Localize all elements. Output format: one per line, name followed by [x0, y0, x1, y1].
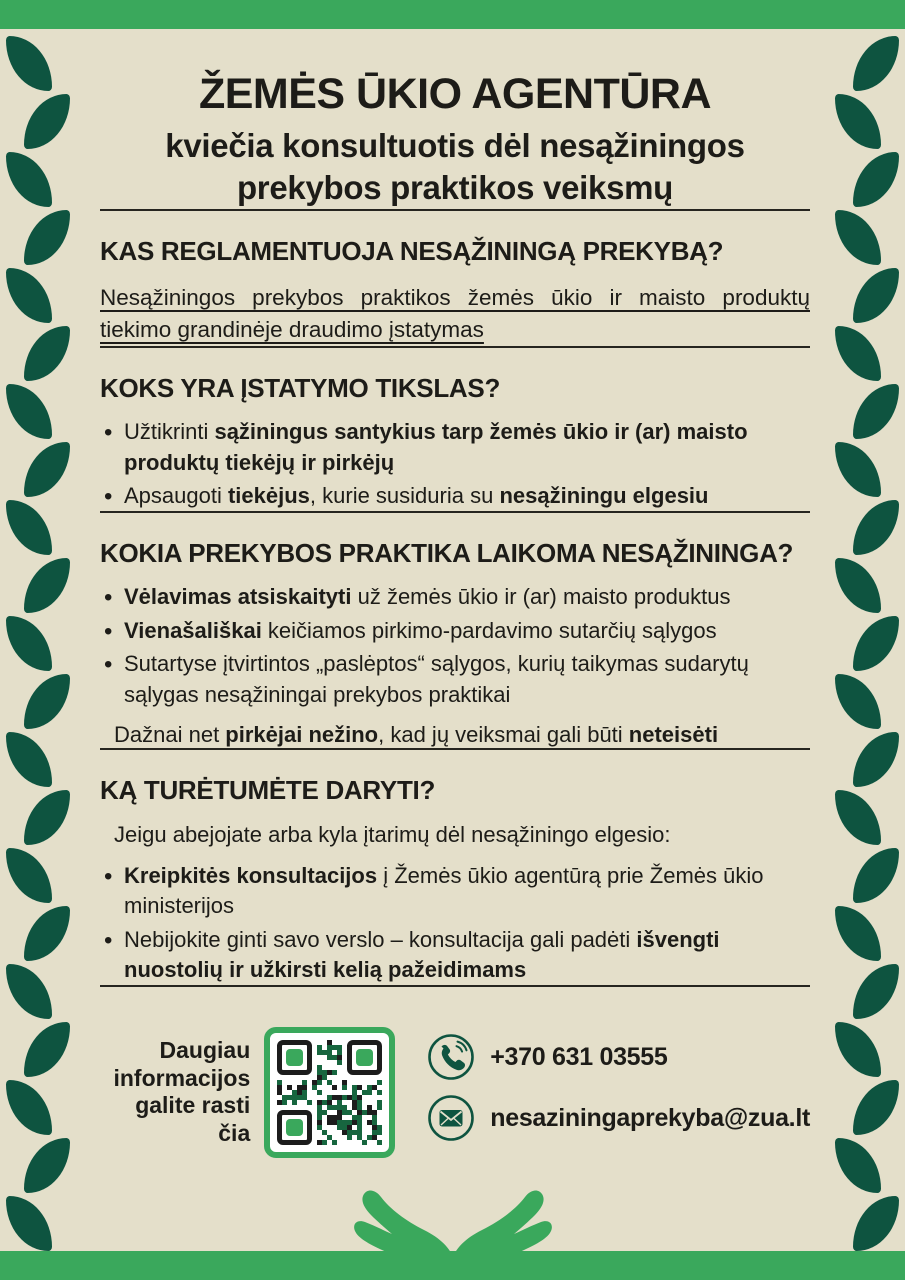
leaf-icon [24, 1138, 70, 1193]
leaf-icon [24, 906, 70, 961]
leaf-icon [853, 36, 899, 91]
divider [100, 346, 810, 348]
leaf-icon [6, 964, 52, 1019]
list-item: • Apsaugoti tiekėjus, kurie susiduria su nesąžiningu elgesiu [100, 481, 810, 511]
leaf-icon [835, 790, 881, 845]
qr-code [264, 1027, 395, 1158]
leaf-icon [6, 848, 52, 903]
leaf-icon [6, 616, 52, 671]
leaf-icon [6, 384, 52, 439]
page-subtitle [100, 125, 810, 209]
divider [100, 511, 810, 513]
leaf-icon [6, 732, 52, 787]
email-address: nesaziningaprekyba@zua.lt [490, 1103, 810, 1132]
leaf-icon [835, 674, 881, 729]
section-practices-heading: KOKIA PREKYBOS PRAKTIKA LAIKOMA NESĄŽININGA? [100, 538, 794, 569]
top-green-bar [0, 0, 905, 29]
qr-finder-top-right [347, 1040, 382, 1075]
leaf-icon [6, 152, 52, 207]
leaf-icon [6, 1196, 52, 1251]
practices-list [100, 582, 810, 709]
qr-caption: Daugiau informacijos galite rasti čia [113, 1037, 251, 1147]
leaf-icon [853, 616, 899, 671]
section-practices [100, 538, 810, 747]
page-title: ŽEMĖS ŪKIO AGENTŪRA [198, 70, 712, 118]
leaf-vine-left [6, 36, 84, 1256]
leaf-icon [853, 1196, 899, 1251]
leaf-icon [853, 1080, 899, 1135]
leaf-icon [24, 210, 70, 265]
actions-intro: Jeigu abejojate arba kyla įtarimų dėl nesąžiningo elgesio: [114, 821, 671, 847]
leaf-icon [853, 848, 899, 903]
section-actions-heading: KĄ TURĖTUMĖTE DARYTI? [100, 774, 436, 805]
leaf-icon [835, 94, 881, 149]
content-column [100, 52, 810, 1158]
footer [100, 1027, 810, 1158]
leaf-icon [835, 326, 881, 381]
section-regulation-heading: KAS REGLAMENTUOJA NESĄŽININGĄ PREKYBĄ? [100, 236, 724, 267]
phone-number: +370 631 03555 [490, 1042, 668, 1071]
list-item: • Nebijokite ginti savo verslo – konsultacija gali padėti išvengti nuostolių ir užkirsti kelią pažeidimams [100, 925, 810, 986]
phone-row[interactable] [427, 1033, 810, 1081]
leaf-icon [853, 152, 899, 207]
leaf-icon [24, 558, 70, 613]
list-item: • Užtikrinti sąžiningus santykius tarp žemės ūkio ir (ar) maisto produktų tiekėjų ir pirkėjų [100, 417, 810, 478]
phone-icon [427, 1033, 475, 1081]
leaf-icon [853, 732, 899, 787]
leaf-icon [6, 36, 52, 91]
section-purpose-heading: KOKS YRA ĮSTATYMO TIKSLAS? [100, 373, 501, 404]
section-actions [100, 775, 810, 985]
qr-finder-top-left [277, 1040, 312, 1075]
leaf-icon [24, 94, 70, 149]
leaf-icon [24, 1022, 70, 1077]
leaf-icon [835, 558, 881, 613]
leaf-vine-right [821, 36, 899, 1256]
leaf-icon [835, 1138, 881, 1193]
leaf-icon [6, 268, 52, 323]
leaf-icon [24, 790, 70, 845]
leaf-icon [24, 326, 70, 381]
leaf-icon [835, 1022, 881, 1077]
divider [100, 209, 810, 211]
subtitle-line-1: kviečia konsultuotis dėl nesąžiningos [165, 127, 745, 164]
practices-note: Dažnai net pirkėjai nežino, kad jų veiksmai gali būti neteisėti [114, 721, 719, 747]
qr-finder-bottom-left [277, 1110, 312, 1145]
leaf-icon [24, 674, 70, 729]
subtitle-line-2: prekybos praktikos veiksmų [236, 169, 674, 207]
leaf-icon [853, 964, 899, 1019]
purpose-list [100, 417, 810, 511]
bottom-green-bar [0, 1251, 905, 1280]
section-purpose [100, 373, 810, 511]
section-regulation [100, 236, 810, 346]
leaf-icon [835, 210, 881, 265]
law-link[interactable]: Nesąžiningos prekybos praktikos žemės ūkio ir maisto produktų tiekimo grandinėje draudimo įstatymas [100, 285, 810, 343]
leaf-icon [853, 268, 899, 323]
leaf-icon [6, 1080, 52, 1135]
leaf-icon [24, 442, 70, 497]
leaf-icon [835, 442, 881, 497]
list-item: • Vienašališkai keičiamos pirkimo-pardavimo sutarčių sąlygos [100, 616, 810, 646]
leaf-icon [853, 500, 899, 555]
leaf-icon [835, 906, 881, 961]
list-item: • Sutartyse įtvirtintos „paslėptos“ sąlygos, kurių taikymas sudarytų sąlygas nesąžiningai prekybos praktikai [100, 649, 810, 710]
divider [100, 985, 810, 987]
email-icon [427, 1094, 475, 1142]
actions-list [100, 861, 810, 985]
list-item: • Kreipkitės konsultacijos į Žemės ūkio agentūrą prie Žemės ūkio ministerijos [100, 861, 810, 922]
leaf-icon [853, 384, 899, 439]
list-item: • Vėlavimas atsiskaityti už žemės ūkio ir (ar) maisto produktus [100, 582, 810, 612]
email-row[interactable] [427, 1094, 810, 1142]
leaf-icon [6, 500, 52, 555]
contact-block [427, 1033, 810, 1142]
divider [100, 748, 810, 750]
